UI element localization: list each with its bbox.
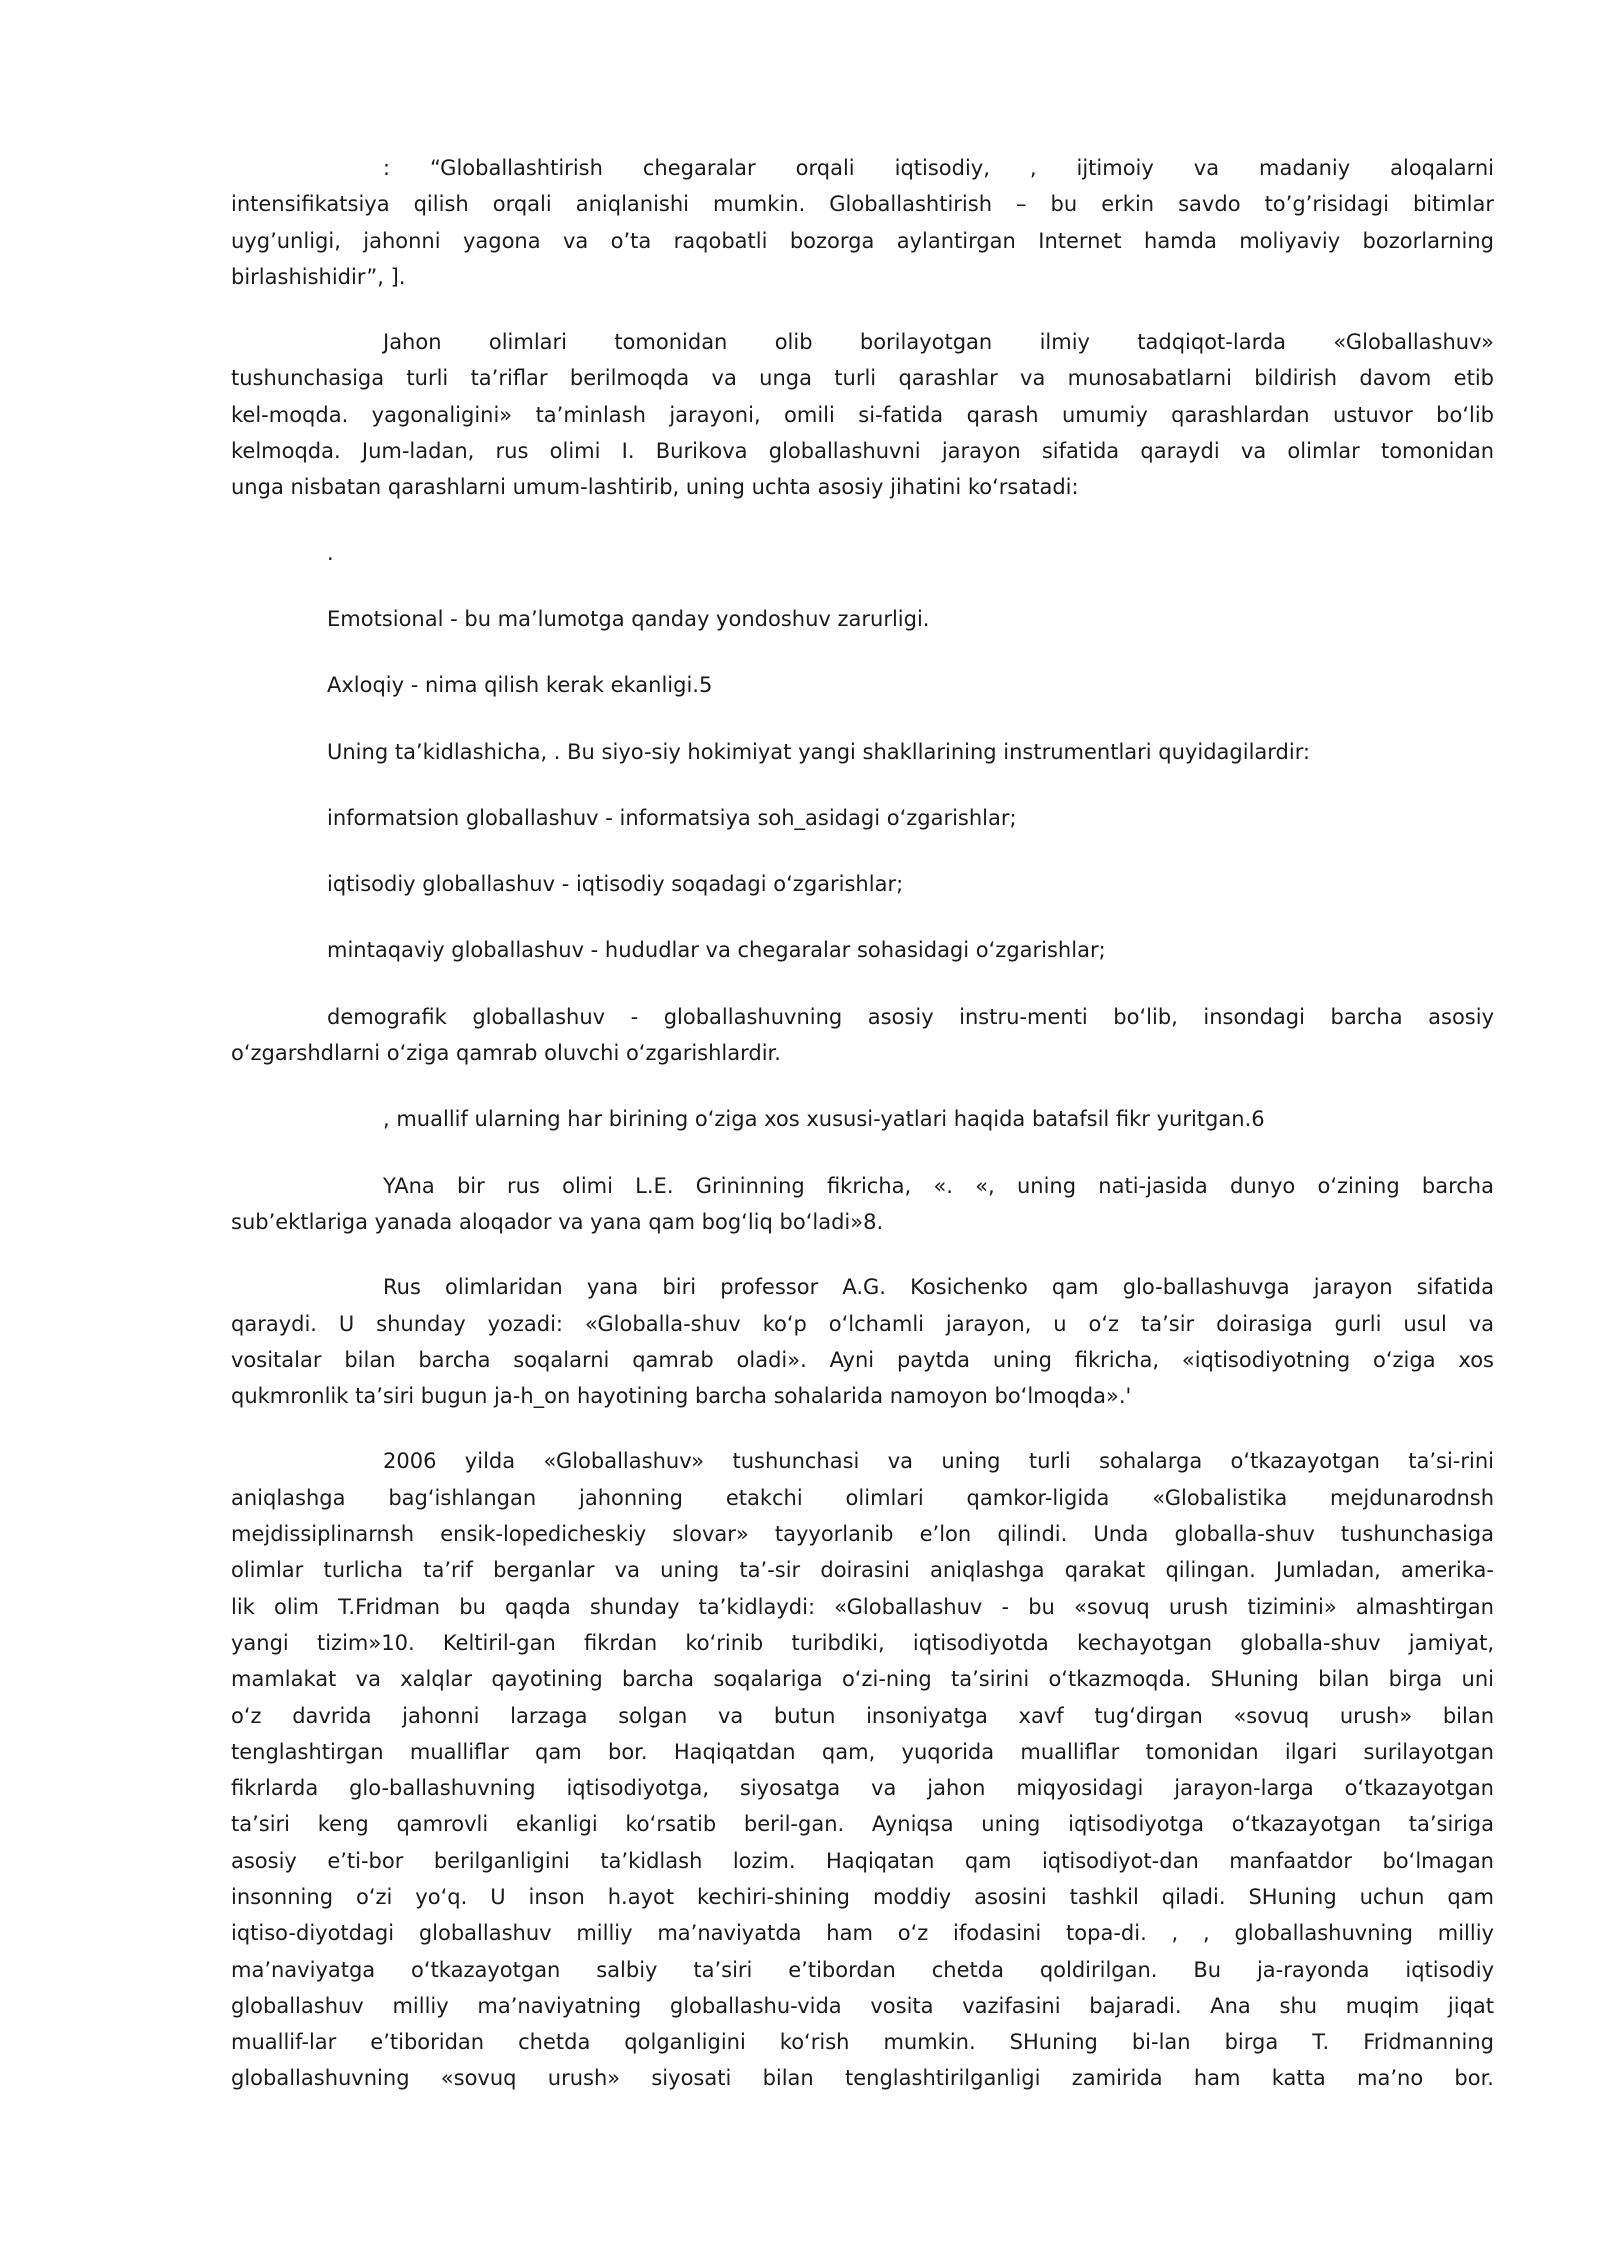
text-line: intensifikatsiya qilish orqali aniqlanishi mumkin. Globallashtirish – bu erkin savdo to’g’risidagi bitimlar	[231, 192, 1494, 217]
text-line: qukmronlik ta’siri bugun ja-h_on hayotining barcha sohalarida namoyon boʻlmoqda».'	[231, 1384, 1132, 1409]
list-item-informatsion: informatsion globallashuv - informatsiya soh_asidagi oʻzgarishlar;	[327, 805, 1017, 830]
paragraph-jahon-olimlari	[231, 324, 1494, 505]
text-line: 2006 yilda «Globallashuv» tushunchasi va uning turli sohalarga oʻtkazayotgan ta’si-rini	[383, 1449, 1494, 1474]
list-item-mintaqaviy: mintaqaviy globallashuv - hududlar va chegaralar sohasidagi oʻzgarishlar;	[327, 938, 1106, 963]
text-line: asosiy e’ti-bor berilganligini ta’kidlash lozim. Haqiqatan qam iqtisodiyot-dan manfaatdor boʻlmagan	[231, 1848, 1494, 1873]
list-item-iqtisodiy: iqtisodiy globallashuv - iqtisodiy soqadagi oʻzgarishlar;	[327, 872, 904, 897]
list-item-emotsional: Emotsional - bu ma’lumotga qanday yondoshuv zarurligi.	[327, 606, 930, 631]
paragraph-kosichenko	[231, 1269, 1494, 1414]
text-line: olimlar turlicha ta’rif berganlar va uning ta’-sir doirasini aniqlashga qarakat qilingan. Jumladan, amerika-	[231, 1558, 1494, 1583]
text-line: yangi tizim»10. Keltiril-gan fikrdan koʻrinib turibdiki, iqtisodiyotda kechayotgan globalla-shuv jamiyat,	[231, 1630, 1494, 1655]
paragraph-grinin	[231, 1168, 1494, 1241]
document-body	[231, 150, 1494, 2097]
text-line: muallif-lar e’tiboridan chetda qolganligini koʻrish mumkin. SHuning bi-lan birga T. Fridmanning	[231, 2030, 1494, 2055]
text-line: Jahon olimlari tomonidan olib borilayotgan ilmiy tadqiqot-larda «Globallashuv»	[383, 330, 1494, 355]
text-line: globallashuv milliy ma’naviyatning globallashu-vida vosita vazifasini bajaradi. Ana shu muqim jiqat	[231, 1993, 1494, 2018]
list-item-demografik	[231, 999, 1494, 1072]
text-line: aniqlashga bagʻishlangan jahonning etakchi olimlari qamkor-ligida «Globalistika mejdunarodnsh	[231, 1485, 1494, 1510]
paragraph-2006-yilda	[231, 1443, 1494, 2096]
text-line: ta’siri keng qamrovli ekanligi koʻrsatib beril-gan. Ayniqsa uning iqtisodiyotga oʻtkazayotgan ta’siriga	[231, 1812, 1494, 1837]
text-line: demografik globallashuv - globallashuvning asosiy instru-menti boʻlib, insondagi barcha asosiy	[327, 1004, 1494, 1029]
paragraph-muallif: , muallif ularning har birining oʻziga xos xususi-yatlari haqida batafsil fikr yuritgan.6	[383, 1107, 1265, 1132]
text-line: sub’ektlariga yanada aloqador va yana qam bogʻliq boʻladi»8.	[231, 1209, 884, 1234]
text-line: fikrlarda glo-ballashuvning iqtisodiyotga, siyosatga va jahon miqyosidagi jarayon-larga oʻtkazayotgan	[231, 1776, 1494, 1801]
text-line: mamlakat va xalqlar qayotining barcha soqalariga oʻzi-ning ta’sirini oʻtkazmoqda. SHuning bilan birga uni	[231, 1667, 1494, 1692]
text-line: qaraydi. U shunday yozadi: «Globalla-shuv koʻp oʻlchamli jarayon, u oʻz ta’sir doirasiga gurli usul va	[231, 1311, 1494, 1336]
text-line: ma’naviyatga oʻtkazayotgan salbiy ta’siri e’tibordan chetda qoldirilgan. Bu ja-rayonda iqtisodiy	[231, 1957, 1494, 1982]
text-line: lik olim T.Fridman bu qaqda shunday ta’kidlaydi: «Globallashuv - bu «sovuq urush tizimini» almashtirgan	[231, 1594, 1494, 1619]
text-line: iqtiso-diyotdagi globallashuv milliy ma’naviyatda ham oʻz ifodasini topa-di. , , globallashuvning milliy	[231, 1921, 1494, 1946]
text-line: kel-moqda. yagonaligini» ta’minlash jarayoni, omili si-fatida qarash umumiy qarashlardan ustuvor boʻlib	[231, 402, 1494, 427]
text-line: tushunchasiga turli ta’riflar berilmoqda va unga turli qarashlar va munosabatlarni bildirish davom etib	[231, 366, 1494, 391]
text-line: unga nisbatan qarashlarni umum-lashtirib, uning uchta asosiy jihatini koʻrsatadi:	[231, 475, 1079, 500]
text-line: birlashishidir”, ].	[231, 264, 406, 289]
paragraph-globallashtirish-definition	[231, 150, 1494, 295]
text-line: : “Globallashtirish chegaralar orqali iqtisodiy, , ijtimoiy va madaniy aloqalarni	[383, 156, 1494, 180]
list-item-axloqiy: Axloqiy - nima qilish kerak ekanligi.5	[327, 673, 713, 698]
text-line: uyg’unligi, jahonni yagona va o’ta raqobatli bozorga aylantirgan Internet hamda moliyaviy bozorlarning	[231, 228, 1494, 253]
text-line: kelmoqda. Jum-ladan, rus olimi I. Burikova globallashuvni jarayon sifatida qaraydi va olimlar tomonidan	[231, 439, 1494, 464]
text-line: mejdissiplinarnsh ensik-lopedicheskiy slovar» tayyorlanib e’lon qilindi. Unda globalla-shuv tushunchasiga	[231, 1522, 1494, 1547]
text-line: vositalar bilan barcha soqalarni qamrab oladi». Ayni paytda uning fikricha, «iqtisodiyotning oʻziga xos	[231, 1347, 1494, 1372]
list-item-uning-takidlashicha: Uning ta’kidlashicha, . Bu siyo-siy hokimiyat yangi shakllarining instrumentlari quyidagilardir:	[327, 739, 1311, 764]
text-line: oʻzgarshdlarni oʻziga qamrab oluvchi oʻzgarishlardir.	[231, 1041, 781, 1066]
text-line: globallashuvning «sovuq urush» siyosati bilan tenglashtirilganligi zamirida ham katta ma’no bor.	[231, 2066, 1494, 2091]
text-line: tenglashtirgan mualliflar qam bor. Haqiqatdan qam, yuqorida mualliflar tomonidan ilgari surilayotgan	[231, 1739, 1494, 1764]
text-line: oʻz davrida jahonni larzaga solgan va butun insoniyatga xavf tugʻdirgan «sovuq urush» bilan	[231, 1703, 1494, 1728]
text-line: insonning oʻzi yoʻq. U inson h.ayot kechiri-shining moddiy asosini tashkil qiladi. SHuning uchun qam	[231, 1884, 1494, 1909]
text-line: YAna bir rus olimi L.E. Grininning fikricha, «. «, uning nati-jasida dunyo oʻzining barcha	[383, 1173, 1494, 1198]
text-line: Rus olimlaridan yana biri professor A.G. Kosichenko qam glo-ballashuvga jarayon sifatida	[383, 1275, 1494, 1300]
list-item-dot: .	[327, 540, 334, 565]
